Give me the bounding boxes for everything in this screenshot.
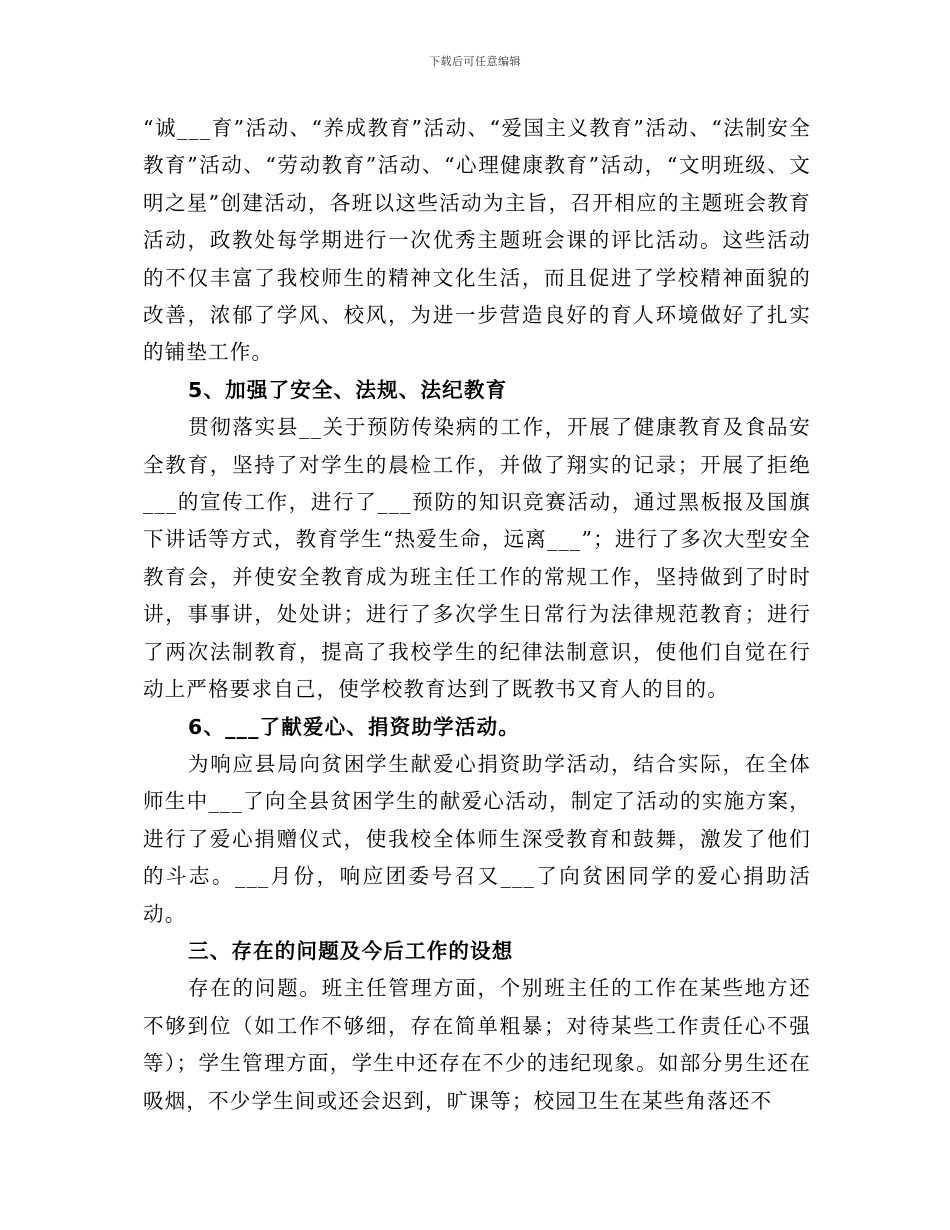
section-heading-safety-education: 5、加强了安全、法规、法纪教育 <box>188 377 508 402</box>
document-body <box>143 110 811 1120</box>
paragraph-activities: “诚___育”活动、“养成教育”活动、“爱国主义教育”活动、“法制安全教育”活动、“劳动教育”活动、“心理健康教育”活动，“文明班级、文明之星”创建活动，各班以这些活动为主旨，召开相应的主题班会教育活动，政教处每学期进行一次优秀主题班会课的评比活动。这些活动的不仅丰富了我校师生的精神文化生活，而且促进了学校精神面貌的改善，浓郁了学风、校风，为进一步营造良好的育人环境做好了扎实的铺垫工作。 <box>143 116 811 365</box>
paragraph-problems: 存在的问题。班主任管理方面，个别班主任的工作在某些地方还不够到位（如工作不够细，存在简单粗暴；对待某些工作责任心不强等）；学生管理方面，学生中还存在不少的违纪现象。如部分男生还在吸烟，不少学生间或还会迟到，旷课等；校园卫生在某些角落还不 <box>143 976 811 1113</box>
paragraph-donation: 为响应县局向贫困学生献爱心捐资助学活动，结合实际，在全体师生中___了向全县贫困学生的献爱心活动，制定了活动的实施方案，进行了爱心捐赠仪式，使我校全体师生深受教育和鼓舞，激发了他们的斗志。___月份，响应团委号召又___了向贫困同学的爱心捐助活动。 <box>143 751 811 926</box>
section-heading-problems: 三、存在的问题及今后工作的设想 <box>188 938 514 963</box>
page-header: 下载后可任意编辑 <box>429 55 521 68</box>
paragraph-safety-education: 贯彻落实县__关于预防传染病的工作，开展了健康教育及食品安全教育，坚持了对学生的晨检工作，并做了翔实的记录；开展了拒绝___的宣传工作，进行了___预防的知识竞赛活动，通过黑板报及国旗下讲话等方式，教育学生“热爱生命，远离___”；进行了多次大型安全教育会，并使安全教育成为班主任工作的常规工作，坚持做到了时时讲，事事讲，处处讲；进行了多次学生日常行为法律规范教育；进行了两次法制教育，提高了我校学生的纪律法制意识，使他们自觉在行动上严格要求自己，使学校教育达到了既教书又育人的目的。 <box>143 415 811 702</box>
section-heading-donation: 6、___了献爱心、捐资助学活动。 <box>188 714 520 739</box>
